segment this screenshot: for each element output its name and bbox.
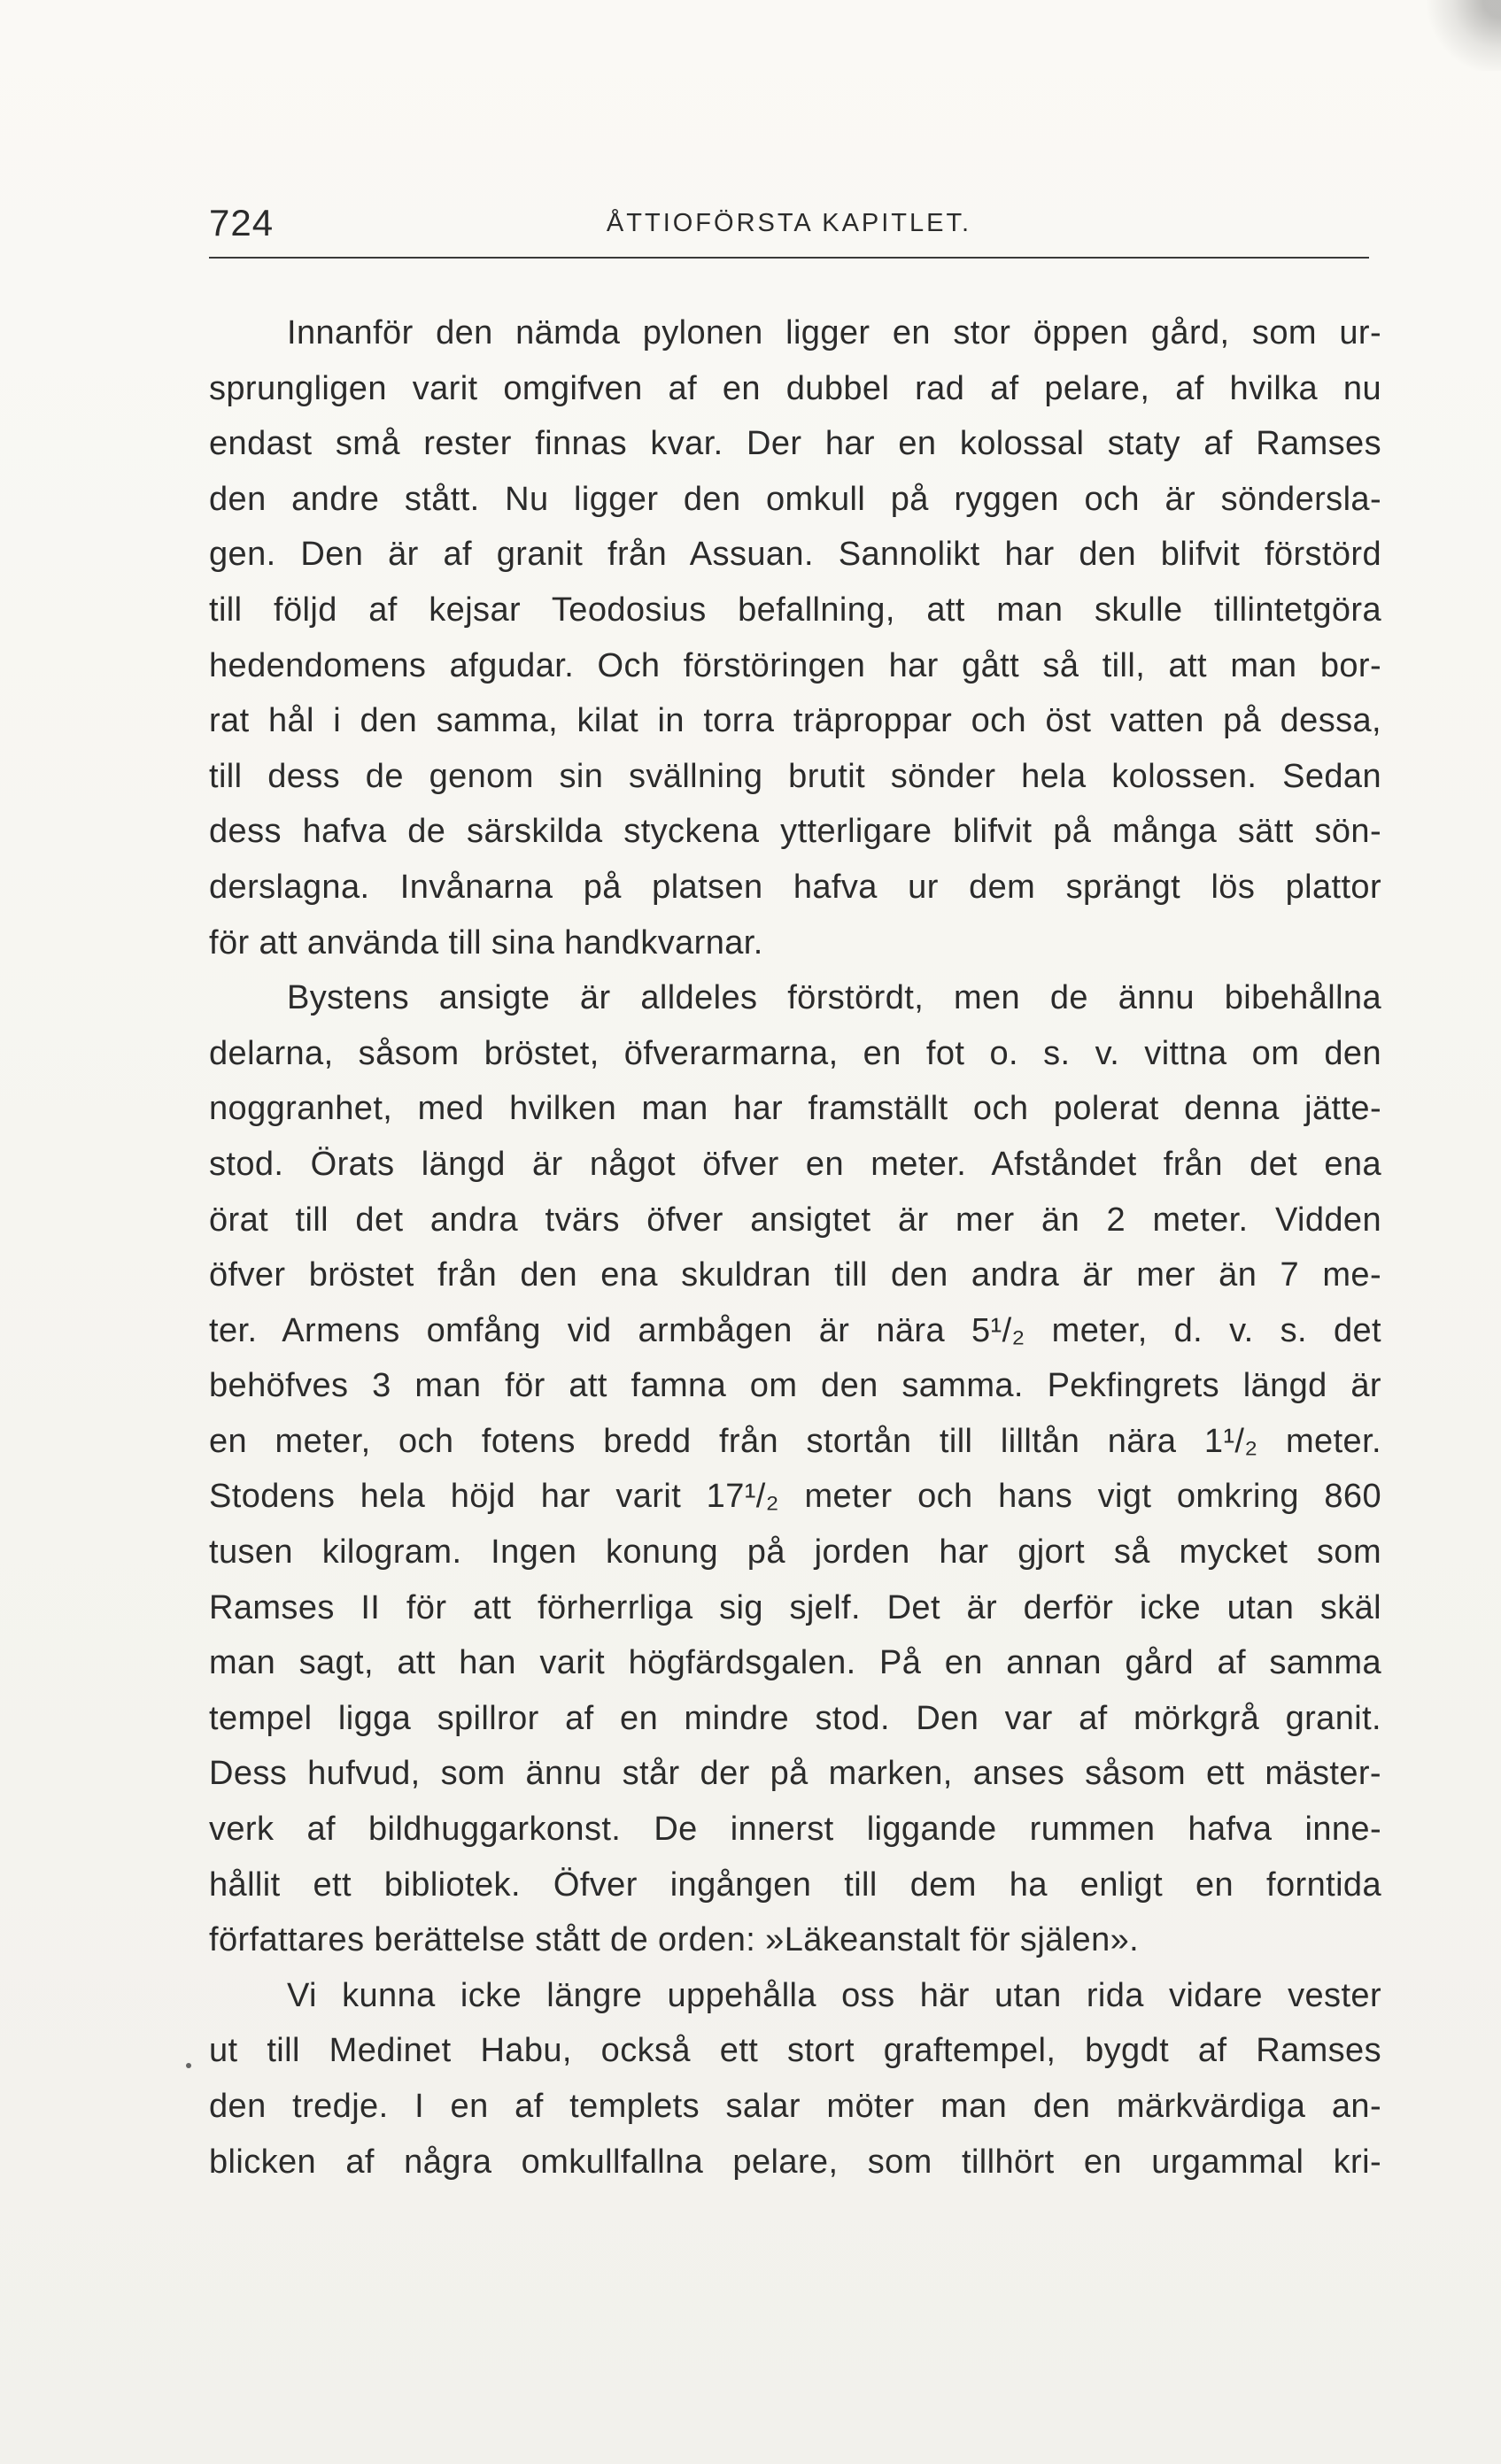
body-text [209,305,1381,2190]
running-head: ÅTTIOFÖRSTA KAPITLET. [606,209,972,237]
text-line: den andre stått. Nu ligger den omkull på ryggen och är söndersla- [209,480,1381,518]
text-line: hedendomens afgudar. Och förstöringen har gått så till, att man bor- [209,646,1381,684]
page-number: 724 [209,202,275,243]
text-line: dess hafva de särskilda styckena ytterligare blifvit på många sätt sön- [209,813,1381,851]
text-line: Vi kunna icke längre uppehålla oss här utan rida vidare vester [287,1976,1381,2014]
text-line: öfver bröstet från den ena skuldran till den andra är mer än 7 me- [209,1256,1381,1294]
header-rule [209,257,1369,259]
text-line: noggranhet, med hvilken man har framställt och polerat denna jätte- [209,1090,1381,1128]
text-line: stod. Örats längd är något öfver en meter. Afståndet från det ena [209,1145,1381,1183]
page-header [209,202,1369,266]
page-corner-shadow [1421,0,1501,71]
text-line: Innanför den nämda pylonen ligger en stor öppen gård, som ur- [287,314,1381,351]
text-line: derslagna. Invånarna på platsen hafva ur dem sprängt lös plattor [209,868,1381,906]
text-line: gen. Den är af granit från Assuan. Sannolikt har den blifvit förstörd [209,536,1381,574]
text-line: blicken af några omkullfallna pelare, som tillhört en urgammal kri- [209,2143,1381,2181]
text-line: sprungligen varit omgifven af en dubbel rad af pelare, af hvilka nu [209,369,1381,407]
text-line: endast små rester finnas kvar. Der har en kolossal staty af Ramses [209,425,1381,463]
text-line: en meter, och fotens bredd från stortån till lilltån nära 1¹/₂ meter. [209,1422,1381,1460]
text-line: örat till det andra tvärs öfver ansigtet är mer än 2 meter. Vidden [209,1201,1381,1239]
text-line: till dess de genom sin svällning brutit sönder hela kolossen. Sedan [209,757,1381,795]
text-line: behöfves 3 man för att famna om den samma. Pekfingrets längd är [209,1367,1381,1405]
text-line: till följd af kejsar Teodosius befallning, att man skulle tillintetgöra [209,591,1381,629]
ink-speck [186,2063,191,2068]
text-line: Bystens ansigte är alldeles förstördt, men de ännu bibehållna [287,979,1381,1017]
text-line: ut till Medinet Habu, också ett stort graftempel, bygdt af Ramses [209,2032,1381,2070]
text-line: rat hål i den samma, kilat in torra träproppar och öst vatten på dessa, [209,702,1381,740]
text-line: Dess hufvud, som ännu står der på marken, anses såsom ett mäster- [209,1755,1381,1793]
text-line: den tredje. I en af templets salar möter man den märkvärdiga an- [209,2088,1381,2125]
text-line: för att använda till sina handkvarnar. [209,923,763,962]
text-line: Stodens hela höjd har varit 17¹/₂ meter och hans vigt omkring 860 [209,1478,1381,1516]
text-line: delarna, såsom bröstet, öfverarmarna, en fot o. s. v. vittna om den [209,1034,1381,1072]
text-line: tusen kilogram. Ingen konung på jorden har gjort så mycket som [209,1533,1381,1572]
text-line: författares berättelse stått de orden: »Läkeanstalt för själen». [209,1921,1140,1959]
text-line: Ramses II för att förherrliga sig sjelf. Det är derför icke utan skäl [209,1588,1381,1626]
text-line: tempel ligga spillror af en mindre stod. Den var af mörkgrå granit. [209,1699,1381,1737]
text-line: verk af bildhuggarkonst. De innerst liggande rummen hafva inne- [209,1811,1381,1849]
text-line: hållit ett bibliotek. Öfver ingången till dem ha enligt en forntida [209,1865,1381,1904]
text-line: ter. Armens omfång vid armbågen är nära 5¹/₂ meter, d. v. s. det [209,1311,1381,1349]
text-line: man sagt, att han varit högfärdsgalen. På en annan gård af samma [209,1644,1381,1682]
